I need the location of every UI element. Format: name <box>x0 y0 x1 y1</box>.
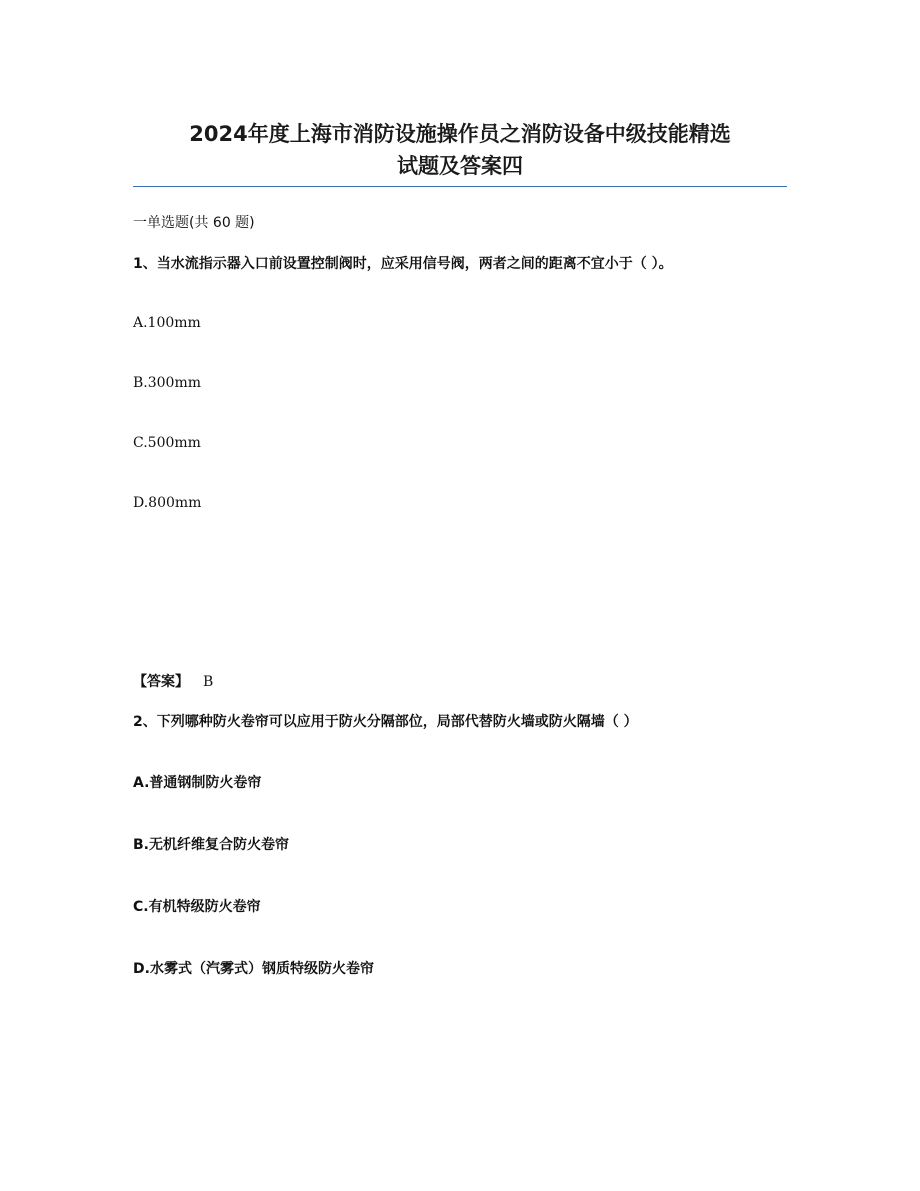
document-title <box>133 118 787 182</box>
question-2-stem: 2、下列哪种防火卷帘可以应用于防火分隔部位，局部代替防火墙或防火隔墙（ ） <box>133 714 638 730</box>
title-line-2: 试题及答案四 <box>397 154 523 178</box>
question-1-option-b: B.300mm <box>133 375 202 391</box>
question-2-option-d: D.水雾式（汽雾式）钢质特级防火卷帘 <box>133 961 374 977</box>
answer-label: 【答案】 <box>133 674 189 690</box>
question-2-option-b: B.无机纤维复合防火卷帘 <box>133 837 289 853</box>
question-1-option-a: A.100mm <box>133 315 201 331</box>
question-2-option-a: A.普通钢制防火卷帘 <box>133 775 262 791</box>
question-1-answer <box>133 672 213 692</box>
question-1-option-c: C.500mm <box>133 435 201 451</box>
section-heading: 一单选题(共 60 题) <box>133 215 255 231</box>
title-line-1: 2024年度上海市消防设施操作员之消防设备中级技能精选 <box>189 122 731 146</box>
question-2-option-c: C.有机特级防火卷帘 <box>133 899 261 915</box>
answer-value: B <box>203 674 214 690</box>
question-1-stem: 1、当水流指示器入口前设置控制阀时，应采用信号阀，两者之间的距离不宜小于（ ）。 <box>133 256 673 272</box>
title-underline <box>133 186 787 187</box>
question-1-option-d: D.800mm <box>133 495 202 511</box>
